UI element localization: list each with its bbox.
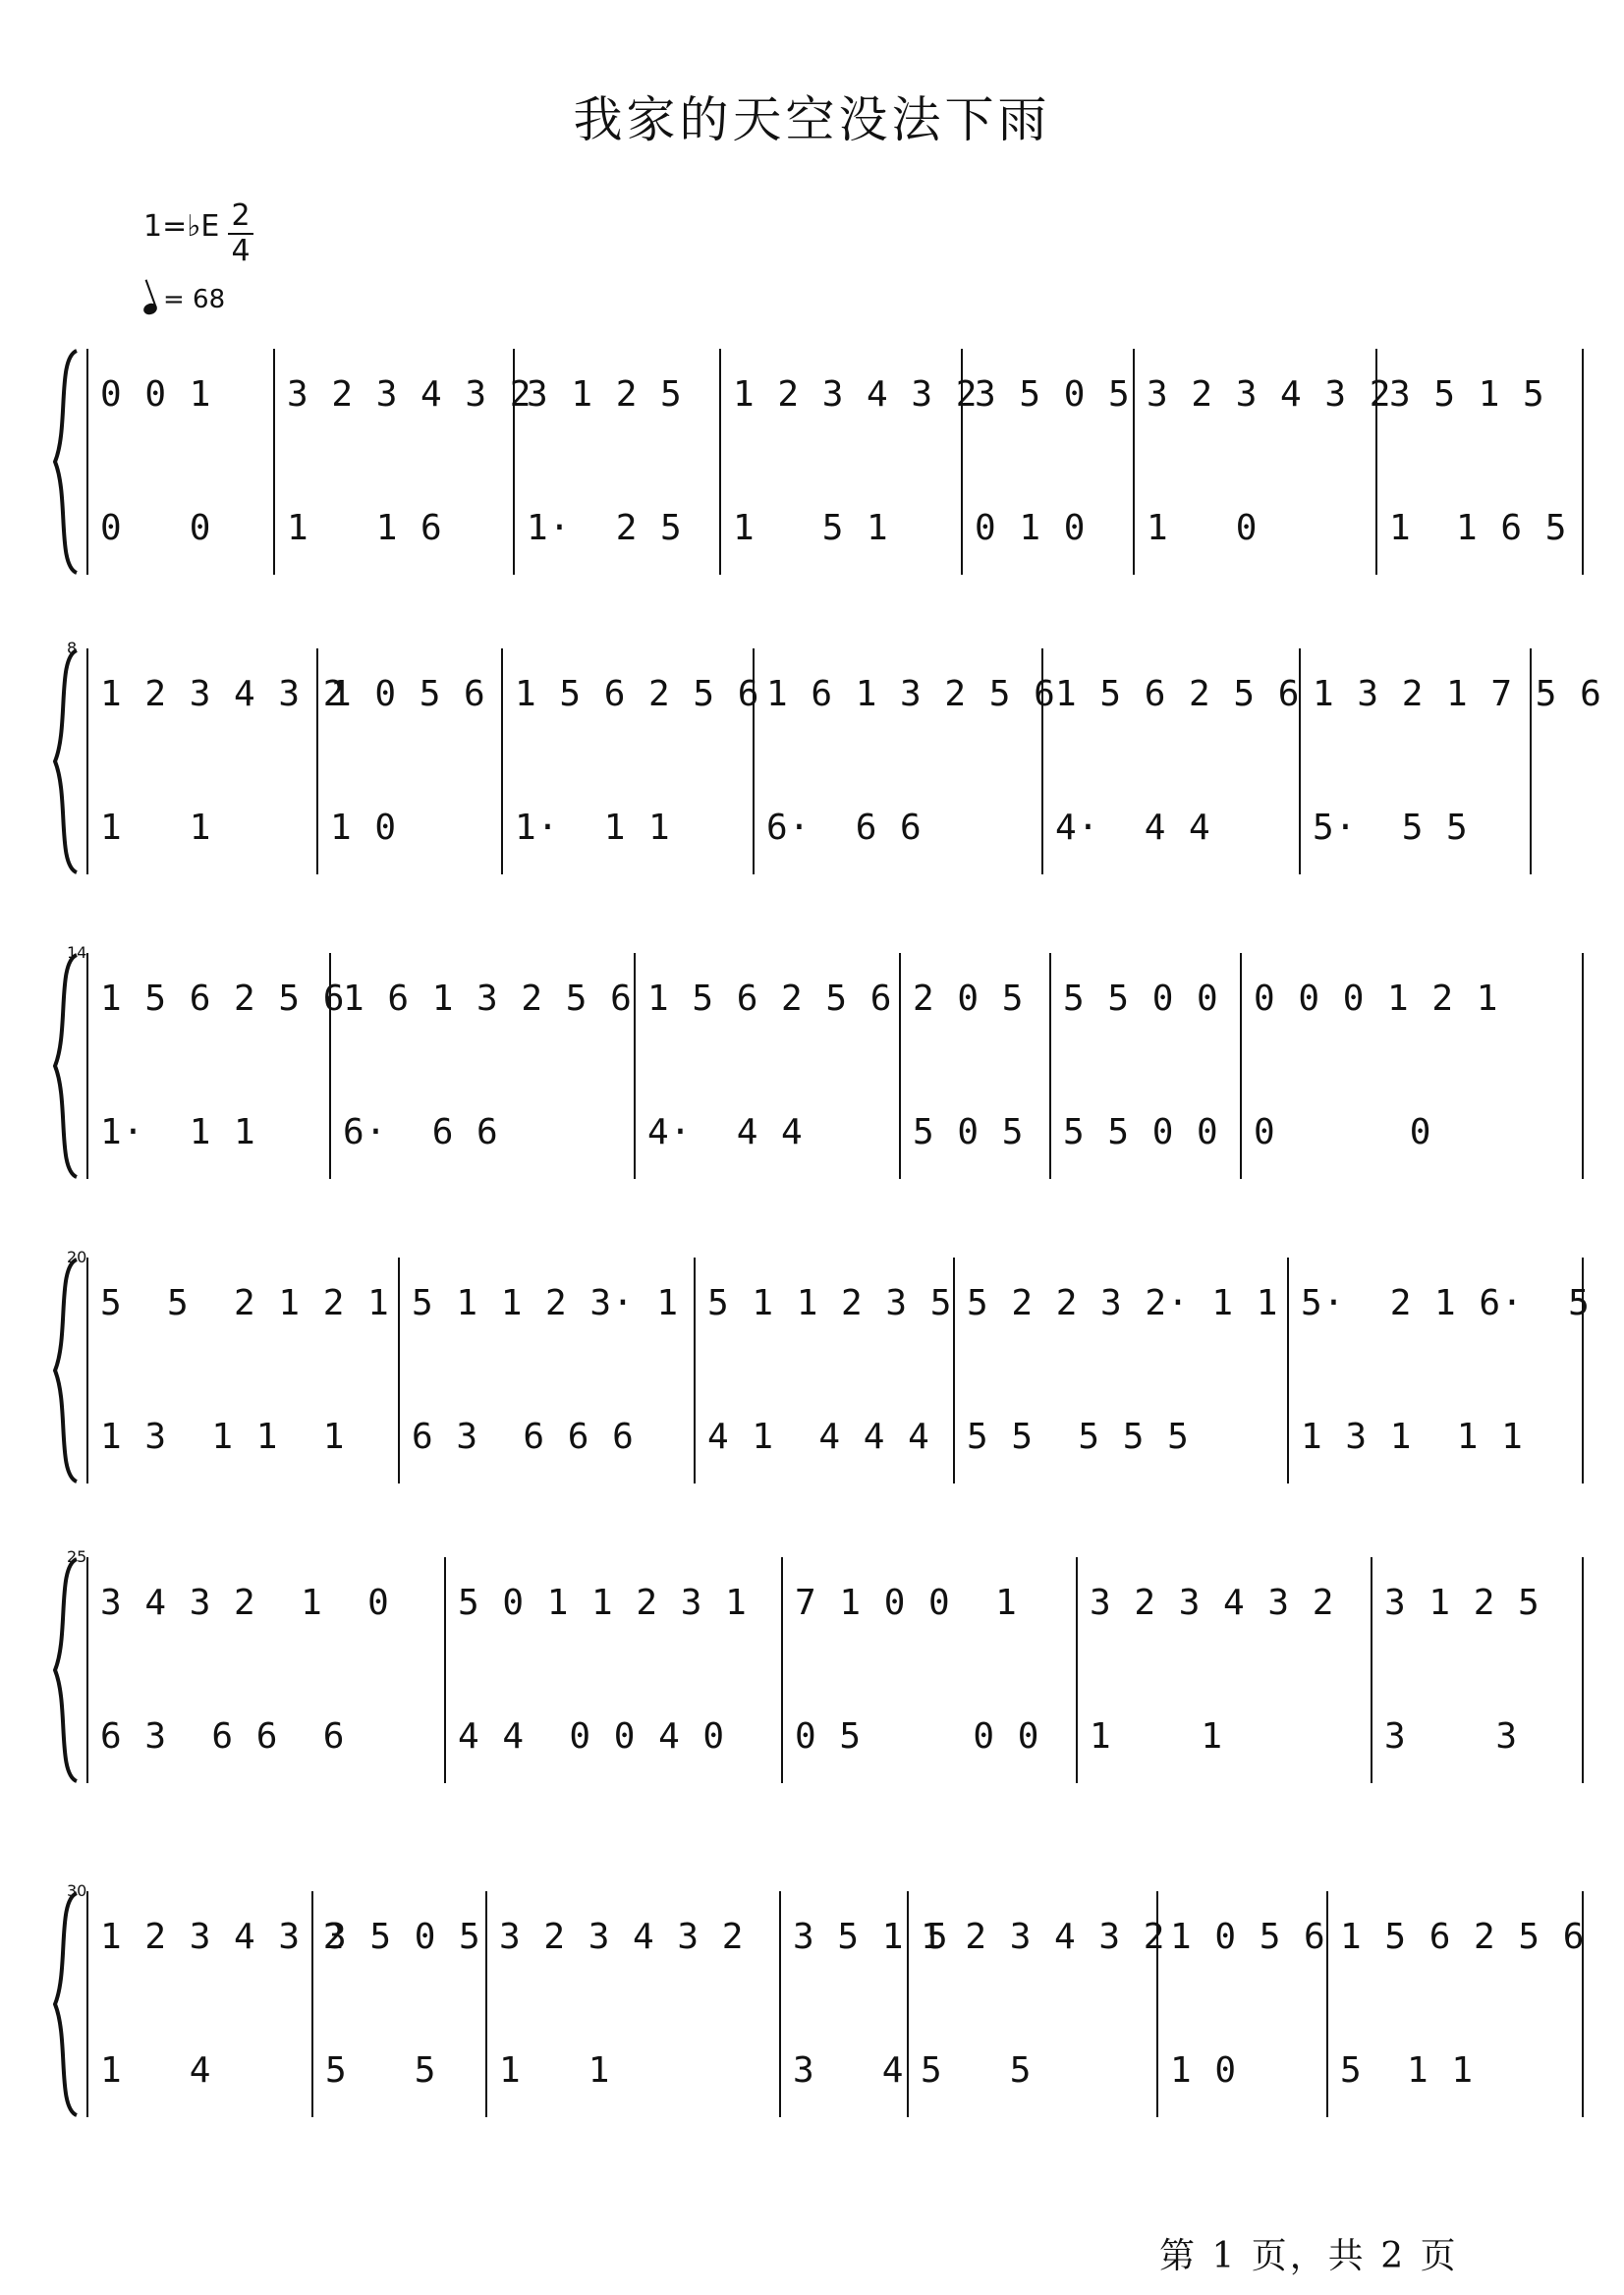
upper-staff-measure: 1 5 6 2 5 6	[100, 979, 346, 1019]
barline	[1133, 349, 1135, 575]
tempo-marking	[143, 285, 225, 314]
time-signature-top: 2	[231, 198, 251, 233]
barline	[694, 1258, 696, 1483]
system-number: 25	[67, 1547, 87, 1566]
page-footer: 第 1 页，共 2 页	[1159, 2236, 1459, 2276]
lower-staff-measure: 1 1 6 5	[1389, 508, 1568, 548]
key-signature: 1=♭E	[143, 209, 220, 244]
lower-staff-measure: 5 0 5	[913, 1112, 1025, 1152]
upper-staff-measure: 2 0 5	[913, 979, 1025, 1019]
upper-staff-measure: 3 1 2 5	[1384, 1583, 1540, 1623]
lower-staff-measure: 5 5 0 0	[1063, 1112, 1219, 1152]
time-signature-bottom: 4	[231, 234, 251, 268]
brace-icon	[47, 1891, 86, 2117]
barline	[273, 349, 275, 575]
upper-staff-measure: 5 1 1 2 3· 1	[412, 1283, 680, 1323]
barline	[1582, 953, 1584, 1179]
barline	[1049, 953, 1051, 1179]
barline	[779, 1891, 781, 2117]
lower-staff-measure: 0 1 0	[975, 508, 1087, 548]
lower-staff-measure: 5· 5 5	[1313, 808, 1469, 848]
lower-staff-measure: 1 1	[499, 2050, 611, 2091]
lower-staff-measure: 1 3 1 1 1	[1301, 1417, 1524, 1457]
barline	[86, 349, 88, 575]
brace-icon	[47, 349, 86, 575]
score-system	[0, 349, 1624, 575]
upper-staff-measure: 1 2 3 4 3 2	[100, 1917, 346, 1957]
barline	[398, 1258, 400, 1483]
barline	[86, 953, 88, 1179]
upper-staff-measure: 5· 2 1 6· 5	[1301, 1283, 1591, 1323]
barline	[719, 349, 721, 575]
upper-staff-measure: 3 2 3 4 3 2	[287, 374, 532, 415]
lower-staff-measure: 3 4	[793, 2050, 905, 2091]
lower-staff-measure: 3 3	[1384, 1716, 1519, 1757]
upper-staff-measure: 0 0 0 1 2 1	[1254, 979, 1499, 1019]
barline	[781, 1557, 783, 1783]
upper-staff-measure: 3 1 2 5	[527, 374, 683, 415]
lower-staff-measure: 4· 4 4	[1055, 808, 1211, 848]
upper-staff-measure: 1 5 6 2 5 6	[515, 674, 760, 714]
lower-staff-measure: 6· 6 6	[766, 808, 923, 848]
lower-staff-measure: 1 1	[1090, 1716, 1224, 1757]
upper-staff-measure: 1 6 1 3 2 5 6	[343, 979, 633, 1019]
barline	[1287, 1258, 1289, 1483]
barline	[1582, 349, 1584, 575]
barline	[86, 1891, 88, 2117]
barline	[444, 1557, 446, 1783]
lower-staff-measure: 5 5	[325, 2050, 437, 2091]
lower-staff-measure: 0 5 0 0	[795, 1716, 1040, 1757]
barline	[1240, 953, 1242, 1179]
upper-staff-measure: 0 0 1	[100, 374, 212, 415]
upper-staff-measure: 1 2 3 4 3 2	[100, 674, 346, 714]
upper-staff-measure: 5 2 2 3 2· 1 1	[967, 1283, 1279, 1323]
lower-staff-measure: 4 4 0 0 4 0	[458, 1716, 726, 1757]
brace-icon	[47, 953, 86, 1179]
upper-staff-measure: 1 5 6 2 5 6	[647, 979, 893, 1019]
upper-staff-measure: 1 6 1 3 2 5 6	[766, 674, 1056, 714]
time-signature	[228, 198, 253, 268]
system-number: 30	[67, 1881, 87, 1900]
lower-staff-measure: 5 5	[921, 2050, 1033, 2091]
system-number: 8	[67, 639, 78, 657]
lower-staff-measure: 5 1 1	[1340, 2050, 1475, 2091]
barline	[501, 648, 503, 874]
lower-staff-measure: 1 1	[100, 808, 212, 848]
upper-staff-measure: 1 2 3 4 3 2	[733, 374, 979, 415]
brace-icon	[47, 648, 86, 874]
score-system	[0, 639, 1624, 874]
score-system	[0, 943, 1624, 1179]
barline	[1582, 1557, 1584, 1783]
lower-staff-measure: 1· 1 1	[100, 1112, 256, 1152]
upper-staff-measure: 1 0 5 6	[1170, 1917, 1326, 1957]
upper-staff-measure: 3 2 3 4 3 2	[1147, 374, 1392, 415]
brace-icon	[47, 1557, 86, 1783]
tempo-value: = 68	[163, 285, 226, 314]
barline	[1076, 1557, 1078, 1783]
upper-staff-measure: 1 3 2 1 7 5 6	[1313, 674, 1602, 714]
upper-staff-measure: 3 5 1 5	[1389, 374, 1545, 415]
upper-staff-measure: 3 2 3 4 3 2	[499, 1917, 745, 1957]
lower-staff-measure: 1 1 6	[287, 508, 443, 548]
system-number: 14	[67, 943, 87, 962]
upper-staff-measure: 1 2 3 4 3 2	[921, 1917, 1166, 1957]
upper-staff-measure: 1 5 6 2 5 6	[1055, 674, 1301, 714]
lower-staff-measure: 1 0	[1147, 508, 1259, 548]
barline	[953, 1258, 955, 1483]
lower-staff-measure: 1 3 1 1 1	[100, 1417, 346, 1457]
lower-staff-measure: 1 5 1	[733, 508, 889, 548]
upper-staff-measure: 3 2 3 4 3 2	[1090, 1583, 1335, 1623]
upper-staff-measure: 3 5 0 5	[975, 374, 1131, 415]
upper-staff-measure: 3 5 0 5	[325, 1917, 481, 1957]
upper-staff-measure: 1 0 5 6	[330, 674, 486, 714]
barline	[899, 953, 901, 1179]
lower-staff-measure: 1 0	[1170, 2050, 1238, 2091]
upper-staff-measure: 5 5 0 0	[1063, 979, 1219, 1019]
system-number: 20	[67, 1248, 87, 1266]
barline	[86, 648, 88, 874]
upper-staff-measure: 5 5 2 1 2 1	[100, 1283, 390, 1323]
upper-staff-measure: 3 4 3 2 1 0	[100, 1583, 390, 1623]
upper-staff-measure: 5 0 1 1 2 3 1	[458, 1583, 748, 1623]
upper-staff-measure: 1 5 6 2 5 6	[1340, 1917, 1586, 1957]
upper-staff-measure: 5 1 1 2 3 5	[707, 1283, 953, 1323]
lower-staff-measure: 1· 1 1	[515, 808, 671, 848]
upper-staff-measure: 3 5 1 5	[793, 1917, 949, 1957]
barline	[86, 1557, 88, 1783]
lower-staff-measure: 6 3 6 6 6	[100, 1716, 346, 1757]
barline	[1371, 1557, 1372, 1783]
quarter-note-icon	[142, 302, 159, 316]
lower-staff-measure: 1 0	[330, 808, 398, 848]
lower-staff-measure: 1· 2 5	[527, 508, 683, 548]
lower-staff-measure: 4 1 4 4 4	[707, 1417, 930, 1457]
score-system	[0, 1881, 1624, 2117]
lower-staff-measure: 5 5 5 5 5	[967, 1417, 1190, 1457]
lower-staff-measure: 0 0	[1254, 1112, 1432, 1152]
upper-staff-measure: 7 1 0 0 1	[795, 1583, 1018, 1623]
score-title: 我家的天空没法下雨	[573, 91, 1051, 148]
barline	[1326, 1891, 1328, 2117]
lower-staff-measure: 6 3 6 6 6	[412, 1417, 635, 1457]
lower-staff-measure: 0 0	[100, 508, 212, 548]
barline	[485, 1891, 487, 2117]
lower-staff-measure: 6· 6 6	[343, 1112, 499, 1152]
score-system	[0, 1547, 1624, 1783]
lower-staff-measure: 4· 4 4	[647, 1112, 804, 1152]
barline	[634, 953, 636, 1179]
score-system	[0, 1248, 1624, 1483]
lower-staff-measure: 1 4	[100, 2050, 212, 2091]
brace-icon	[47, 1258, 86, 1483]
barline	[86, 1258, 88, 1483]
